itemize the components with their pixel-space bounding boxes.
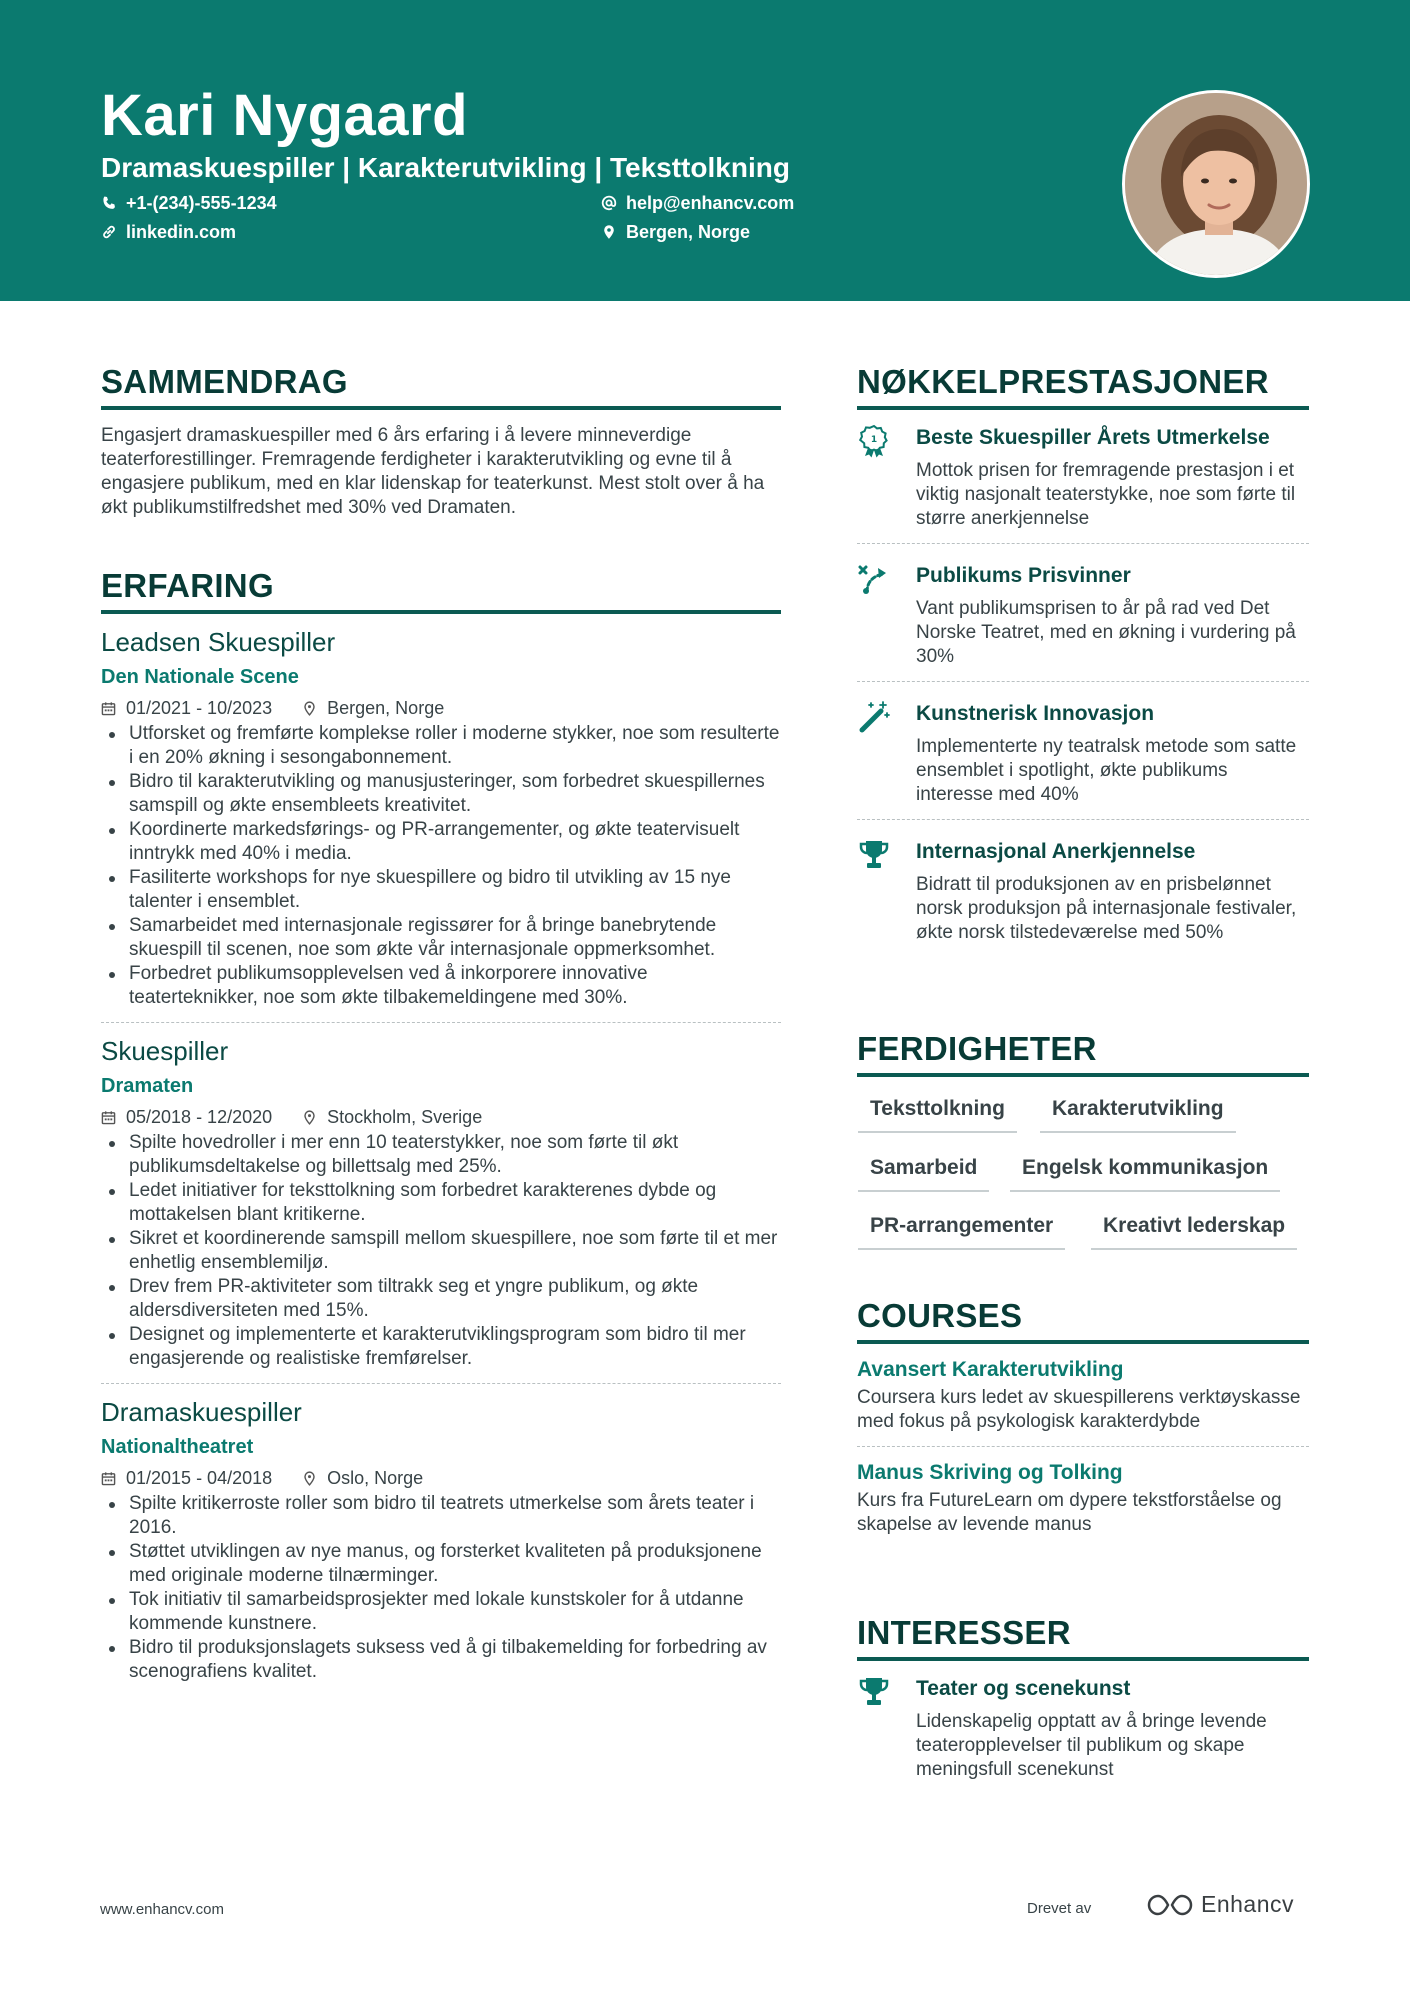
job-bullet: Bidro til karakterutvikling og manusjusteringer, som forbedret skuespillernes samspill og økte ensembleets kreativitet.	[101, 770, 781, 818]
interest-title: Teater og scenekunst	[916, 1677, 1131, 1700]
job-bullet: Bidro til produksjonslagets suksess ved å gi tilbakemelding for forbedring av scenografiens kvalitet.	[101, 1636, 781, 1684]
interests-section	[857, 1613, 1309, 1782]
achievement-item	[857, 700, 1309, 807]
divider	[857, 543, 1309, 544]
job-role: Skuespiller	[101, 1036, 229, 1066]
job-location: Bergen, Norge	[327, 698, 445, 718]
achievement-item	[857, 424, 1309, 531]
phone-icon	[101, 195, 117, 211]
footer-website[interactable]: www.enhancv.com	[100, 1901, 224, 1918]
skills-section	[857, 1029, 1309, 1077]
job-company: Den Nationale Scene	[101, 666, 299, 688]
right-column	[857, 362, 1309, 945]
location-pin-icon	[302, 1110, 317, 1125]
job-entry	[101, 626, 781, 1010]
achievement-item	[857, 562, 1309, 669]
interest-item	[857, 1675, 1309, 1782]
at-icon	[601, 195, 617, 211]
skill-tag: Karakterutvikling	[1040, 1095, 1236, 1133]
job-company: Dramaten	[101, 1075, 194, 1097]
email-text: help@enhancv.com	[626, 193, 795, 213]
job-entry	[101, 1035, 781, 1371]
calendar-icon	[101, 1471, 116, 1486]
job-meta	[101, 1466, 781, 1490]
course-desc: Kurs fra FutureLearn om dypere tekstforståelse og skapelse av levende manus	[857, 1490, 1282, 1535]
experience-heading: ERFARING	[101, 566, 781, 614]
divider	[857, 681, 1309, 682]
enhancv-logo-text: Enhancv	[1201, 1891, 1295, 1917]
skill-tag: Kreativt lederskap	[1091, 1212, 1297, 1250]
enhancv-logo[interactable]	[1147, 1891, 1294, 1918]
trophy-icon	[857, 838, 891, 872]
location-text: Bergen, Norge	[626, 222, 751, 242]
magic-wand-icon	[857, 700, 891, 734]
location-pin-icon	[302, 701, 317, 716]
job-bullet: Støttet utviklingen av nye manus, og forsterket kvaliteten på produksjonene med originale moderne tilnærminger.	[101, 1540, 781, 1588]
job-bullet: Spilte kritikerroste roller som bidro til teatrets utmerkelse som årets teater i 2016.	[101, 1492, 781, 1540]
job-bullet: Samarbeidet med internasjonale regissører for å bringe banebrytende skuespill til scenen, noe som økte vår internasjonale oppmerksomhet.	[101, 914, 781, 962]
achievement-desc: Implementerte ny teatralsk metode som satte ensemblet i spotlight, økte publikums interesse med 40%	[916, 736, 1297, 805]
achievement-title: Beste Skuespiller Årets Utmerkelse	[916, 426, 1270, 449]
contact-email[interactable]	[601, 191, 794, 215]
enhancv-logo-icon	[1147, 1892, 1193, 1918]
job-location: Oslo, Norge	[327, 1468, 424, 1488]
job-bullet: Spilte hovedroller i mer enn 10 teaterstykker, noe som førte til økt publikumsdeltakelse og billettsalg med 25%.	[101, 1131, 781, 1179]
phone-text: +1-(234)-555-1234	[126, 193, 277, 213]
job-dates: 01/2021 - 10/2023	[126, 698, 273, 718]
achievement-title: Kunstnerisk Innovasjon	[916, 702, 1155, 725]
job-bullet: Koordinerte markedsførings- og PR-arrangementer, og økte teatervisuelt inntrykk med 40% i media.	[101, 818, 781, 866]
profile-photo	[1122, 90, 1310, 278]
course-title: Avansert Karakterutvikling	[857, 1358, 1124, 1381]
left-column	[101, 362, 781, 1684]
contact-linkedin[interactable]	[101, 220, 236, 244]
location-pin-icon	[302, 1471, 317, 1486]
strategy-icon	[857, 562, 891, 596]
course-item	[857, 1356, 1309, 1434]
job-bullet: Ledet initiativer for teksttolkning som forbedret karakterenes dybde og mottakelsen blant kritikerne.	[101, 1179, 781, 1227]
summary-heading: SAMMENDRAG	[101, 362, 781, 410]
course-item	[857, 1459, 1309, 1537]
skill-tag: Engelsk kommunikasjon	[1010, 1154, 1280, 1192]
achievement-desc: Mottok prisen for fremragende prestasjon i et viktig nasjonalt teaterstykke, noe som førte til større anerkjennelse	[916, 460, 1296, 529]
job-meta	[101, 1105, 781, 1129]
skill-tag: Samarbeid	[858, 1154, 989, 1192]
location-pin-icon	[601, 224, 617, 240]
job-dates: 05/2018 - 12/2020	[126, 1107, 273, 1127]
achievement-desc: Bidratt til produksjonen av en prisbelønnet norsk produksjon på internasjonale festivaler, økte norsk tilstedeværelse med 50%	[916, 874, 1297, 943]
candidate-tagline: Dramaskuespiller | Karakterutvikling | Teksttolkning	[101, 152, 790, 183]
achievement-title: Publikums Prisvinner	[916, 564, 1131, 587]
job-location: Stockholm, Sverige	[327, 1107, 483, 1127]
footer-powered-by: Drevet av	[1027, 1900, 1092, 1917]
job-bullet: Tok initiativ til samarbeidsprosjekter med lokale kunstskoler for å utdanne kommende kunstnere.	[101, 1588, 781, 1636]
courses-heading: COURSES	[857, 1296, 1309, 1344]
job-bullet: Designet og implementerte et karakterutviklingsprogram som bidro til mer engasjerende og realistiske fremførelser.	[101, 1323, 781, 1371]
linkedin-text: linkedin.com	[126, 222, 237, 242]
divider	[101, 1383, 781, 1384]
job-entry	[101, 1396, 781, 1684]
course-desc: Coursera kurs ledet av skuespillerens verktøyskasse med fokus på psykologisk karakterdybde	[857, 1387, 1301, 1432]
skill-tag: PR-arrangementer	[858, 1212, 1065, 1250]
divider	[857, 1446, 1309, 1447]
candidate-name: Kari Nygaard	[101, 83, 469, 148]
job-bullet: Fasiliterte workshops for nye skuespillere og bidro til utvikling av 15 nye talenter i ensemblet.	[101, 866, 781, 914]
achievements-heading: NØKKELPRESTASJONER	[857, 362, 1309, 410]
courses-section	[857, 1296, 1309, 1537]
contact-phone[interactable]	[101, 191, 277, 215]
contact-location	[601, 220, 750, 244]
link-icon	[101, 224, 117, 240]
job-role: Dramaskuespiller	[101, 1397, 302, 1427]
interest-desc: Lidenskapelig opptatt av å bringe levende teateropplevelser til publikum og skape meningsfull scenekunst	[916, 1711, 1267, 1780]
course-title: Manus Skriving og Tolking	[857, 1461, 1123, 1484]
job-bullet: Drev frem PR-aktiviteter som tiltrakk seg et yngre publikum, og økte aldersdiversiteten med 15%.	[101, 1275, 781, 1323]
resume-header	[0, 0, 1410, 301]
divider	[101, 1022, 781, 1023]
job-bullet: Utforsket og fremførte komplekse roller i moderne stykker, noe som resulterte i en 20% økning i sesongabonnement.	[101, 722, 781, 770]
summary-text: Engasjert dramaskuespiller med 6 års erfaring i å levere minneverdige teaterforestillinger. Fremragende ferdigheter i karakterutvikling og evne til å engasjere publikum, med en klar lidenskap for teaterkunst. Mest stolt over å ha økt publikumstilfredshet med 30% ved Dramaten.	[101, 425, 765, 518]
job-bullets	[101, 1492, 781, 1684]
achievement-title: Internasjonal Anerkjennelse	[916, 840, 1196, 863]
job-company: Nationaltheatret	[101, 1436, 254, 1458]
achievement-desc: Vant publikumsprisen to år på rad ved Det Norske Teatret, med en økning i vurdering på 30%	[916, 598, 1296, 667]
award-ribbon-icon	[857, 424, 891, 458]
skill-tag: Teksttolkning	[858, 1095, 1017, 1133]
calendar-icon	[101, 1110, 116, 1125]
trophy-icon	[857, 1675, 891, 1709]
job-meta	[101, 696, 781, 720]
job-bullet: Forbedret publikumsopplevelsen ved å inkorporere innovative teaterteknikker, noe som økte tilbakemeldingene med 30%.	[101, 962, 781, 1010]
job-dates: 01/2015 - 04/2018	[126, 1468, 273, 1488]
divider	[857, 819, 1309, 820]
calendar-icon	[101, 701, 116, 716]
achievement-item	[857, 838, 1309, 945]
skills-heading: FERDIGHETER	[857, 1029, 1309, 1077]
job-bullets	[101, 1131, 781, 1371]
interests-heading: INTERESSER	[857, 1613, 1309, 1661]
job-role: Leadsen Skuespiller	[101, 627, 336, 657]
job-bullets	[101, 722, 781, 1010]
job-bullet: Sikret et koordinerende samspill mellom skuespillere, noe som førte til et mer enhetlig ensemblemiljø.	[101, 1227, 781, 1275]
svg-text:1: 1	[870, 435, 878, 445]
